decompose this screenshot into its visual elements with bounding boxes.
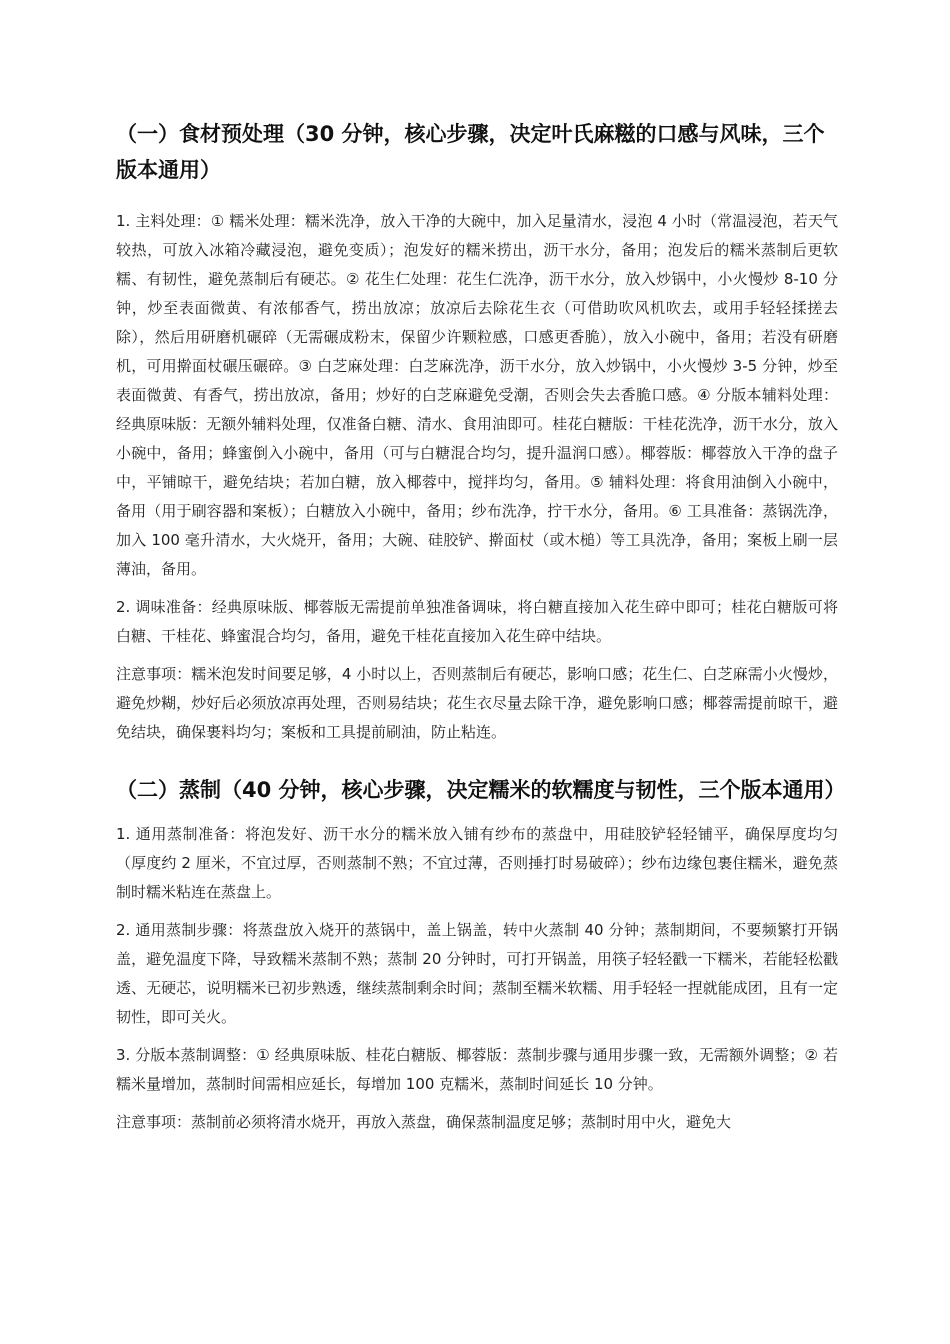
section-2-paragraph-2: 2. 通用蒸制步骤：将蒸盘放入烧开的蒸锅中，盖上锅盖，转中火蒸制 40 分钟；蒸制期间，不要频繁打开锅盖，避免温度下降，导致糯米蒸制不熟；蒸制 20 分钟时，可打开锅盖，用筷子轻轻戳一下糯米，若能轻松戳透、无硬芯，说明糯米已初步熟透，继续蒸制剩余时间；蒸制至糯米软糯、用手轻轻一捏就能成团，且有一定韧性，即可关火。 (116, 921, 838, 1026)
section-2-paragraph-3: 3. 分版本蒸制调整：① 经典原味版、桂花白糖版、椰蓉版：蒸制步骤与通用步骤一致，无需额外调整；② 若糯米量增加，蒸制时间需相应延长，每增加 100 克糯米，蒸制时间延长 10 分钟。 (116, 1046, 838, 1093)
document-page (116, 116, 846, 1146)
section-1-paragraph-1: 1. 主料处理：① 糯米处理：糯米洗净，放入干净的大碗中，加入足量清水，浸泡 4 小时（常温浸泡，若天气较热，可放入冰箱冷藏浸泡，避免变质）；泡发好的糯米捞出，沥干水分，备用；泡发后的糯米蒸制后更软糯、有韧性，避免蒸制后有硬芯。② 花生仁处理：花生仁洗净，沥干水分，放入炒锅中，小火慢炒 8-10 分钟，炒至表面微黄、有浓郁香气，捞出放凉；放凉后去除花生衣（可借助吹风机吹去，或用手轻轻揉搓去除），然后用研磨机碾碎（无需碾成粉末，保留少许颗粒感，口感更香脆），放入小碗中，备用；若没有研磨机，可用擀面杖碾压碾碎。③ 白芝麻处理：白芝麻洗净，沥干水分，放入炒锅中，小火慢炒 3-5 分钟，炒至表面微黄、有香气，捞出放凉，备用；炒好的白芝麻避免受潮，否则会失去香脆口感。④ 分版本辅料处理：经典原味版：无额外辅料处理，仅准备白糖、清水、食用油即可。桂花白糖版：干桂花洗净，沥干水分，放入小碗中，备用；蜂蜜倒入小碗中，备用（可与白糖混合均匀，提升温润口感）。椰蓉版：椰蓉放入干净的盘子中，平铺晾干，避免结块；若加白糖，放入椰蓉中，搅拌均匀，备用。⑤ 辅料处理：将食用油倒入小碗中，备用（用于刷容器和案板）；白糖放入小碗中，备用；纱布洗净，拧干水分，备用。⑥ 工具准备：蒸锅洗净，加入 100 毫升清水，大火烧开，备用；大碗、硅胶铲、擀面杖（或木槌）等工具洗净，备用；案板上刷一层薄油，备用。 (116, 212, 838, 578)
section-2-paragraph-1: 1. 通用蒸制准备：将泡发好、沥干水分的糯米放入铺有纱布的蒸盘中，用硅胶铲轻轻铺平，确保厚度均匀（厚度约 2 厘米，不宜过厚，否则蒸制不熟；不宜过薄，否则捶打时易破碎）；纱布边缘包裹住糯米，避免蒸制时糯米粘连在蒸盘上。 (116, 825, 838, 901)
section-1-notes: 注意事项：糯米泡发时间要足够，4 小时以上，否则蒸制后有硬芯，影响口感；花生仁、白芝麻需小火慢炒，避免炒糊，炒好后必须放凉再处理，否则易结块；花生衣尽量去除干净，避免影响口感；椰蓉需提前晾干，避免结块，确保裹料均匀；案板和工具提前刷油，防止粘连。 (116, 665, 838, 741)
section-2-notes: 注意事项：蒸制前必须将清水烧开，再放入蒸盘，确保蒸制温度足够；蒸制时用中火，避免大 (116, 1113, 732, 1131)
section-1-title: （一）食材预处理（30 分钟，核心步骤，决定叶氏麻糍的口感与风味，三个版本通用） (116, 122, 825, 182)
section-1-paragraph-2: 2. 调味准备：经典原味版、椰蓉版无需提前单独准备调味，将白糖直接加入花生碎中即可；桂花白糖版可将白糖、干桂花、蜂蜜混合均匀，备用，避免干桂花直接加入花生碎中结块。 (116, 598, 838, 645)
section-2-title: （二）蒸制（40 分钟，核心步骤，决定糯米的软糯度与韧性，三个版本通用） (116, 778, 846, 802)
